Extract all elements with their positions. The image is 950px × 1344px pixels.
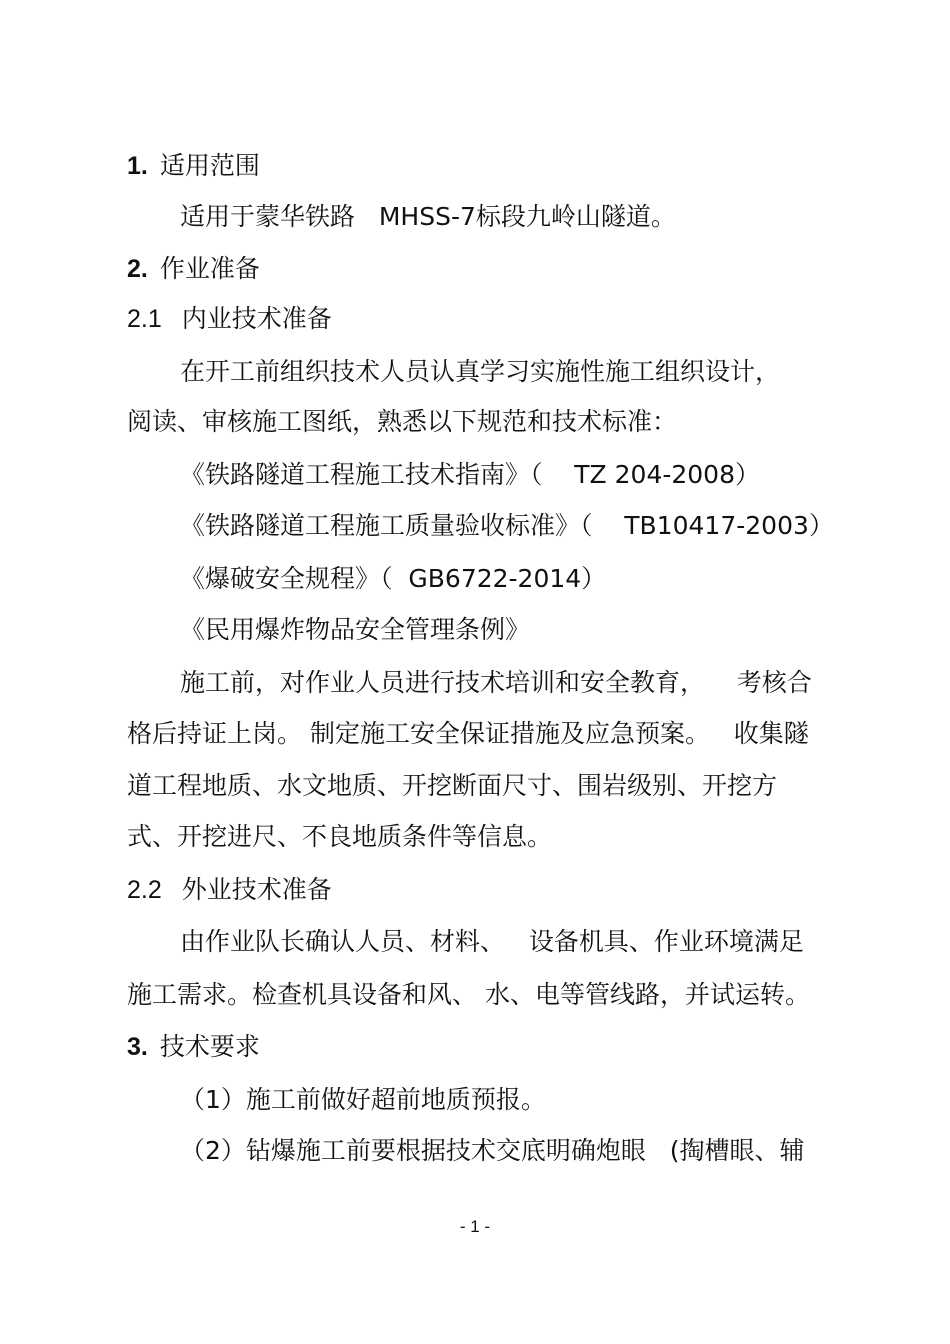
- heading-number: 2.: [127, 255, 148, 283]
- heading-title: 外业技术准备: [181, 875, 332, 904]
- paragraph-line: 适用于蒙华铁路 MHSS-7标段九岭山隧道。: [180, 202, 676, 231]
- paragraph-line: 由作业队长确认人员、材料、 设备机具、作业环境满足: [180, 927, 804, 956]
- heading-2-1: [127, 302, 332, 336]
- paragraph-line: 施工需求。检查机具设备和风、 水、电等管线路，并试运转。: [127, 980, 810, 1009]
- heading-title: 作业准备: [159, 254, 260, 283]
- heading-2: [127, 252, 260, 286]
- heading-number: 2.2: [127, 876, 162, 904]
- paragraph-line: 式、开挖进尺、不良地质条件等信息。: [127, 822, 553, 851]
- paragraph-line: 在开工前组织技术人员认真学习实施性施工组织设计，: [180, 357, 781, 386]
- requirement-item: （1）施工前做好超前地质预报。: [180, 1085, 546, 1114]
- heading-title: 适用范围: [159, 151, 260, 180]
- heading-number: 2.1: [127, 305, 162, 333]
- paragraph-line: 施工前，对作业人员进行技术培训和安全教育， 考核合: [180, 668, 812, 697]
- heading-title: 内业技术准备: [181, 304, 332, 333]
- paragraph-line: 阅读、审核施工图纸，熟悉以下规范和技术标准：: [127, 407, 678, 436]
- standard-item: 《爆破安全规程》（ GB6722-2014）: [180, 564, 607, 593]
- heading-title: 技术要求: [159, 1032, 260, 1061]
- requirement-item: （2）钻爆施工前要根据技术交底明确炮眼 (掏槽眼、辅: [180, 1136, 805, 1165]
- standard-item: 《铁路隧道工程施工质量验收标准》（ TB10417-2003）: [180, 511, 834, 540]
- standard-item: 《民用爆炸物品安全管理条例》: [180, 615, 531, 644]
- paragraph-line: 道工程地质、水文地质、开挖断面尺寸、围岩级别、开挖方: [127, 771, 778, 800]
- paragraph-line: 格后持证上岗。 制定施工安全保证措施及应急预案。 收集隧: [127, 719, 809, 748]
- heading-number: 3.: [127, 1033, 148, 1061]
- heading-1: [127, 149, 260, 183]
- heading-3: [127, 1030, 260, 1064]
- heading-number: 1.: [127, 152, 148, 180]
- heading-2-2: [127, 873, 332, 907]
- page-number: - 1 -: [459, 1217, 491, 1236]
- standard-item: 《铁路隧道工程施工技术指南》（ TZ 204-2008）: [180, 460, 760, 489]
